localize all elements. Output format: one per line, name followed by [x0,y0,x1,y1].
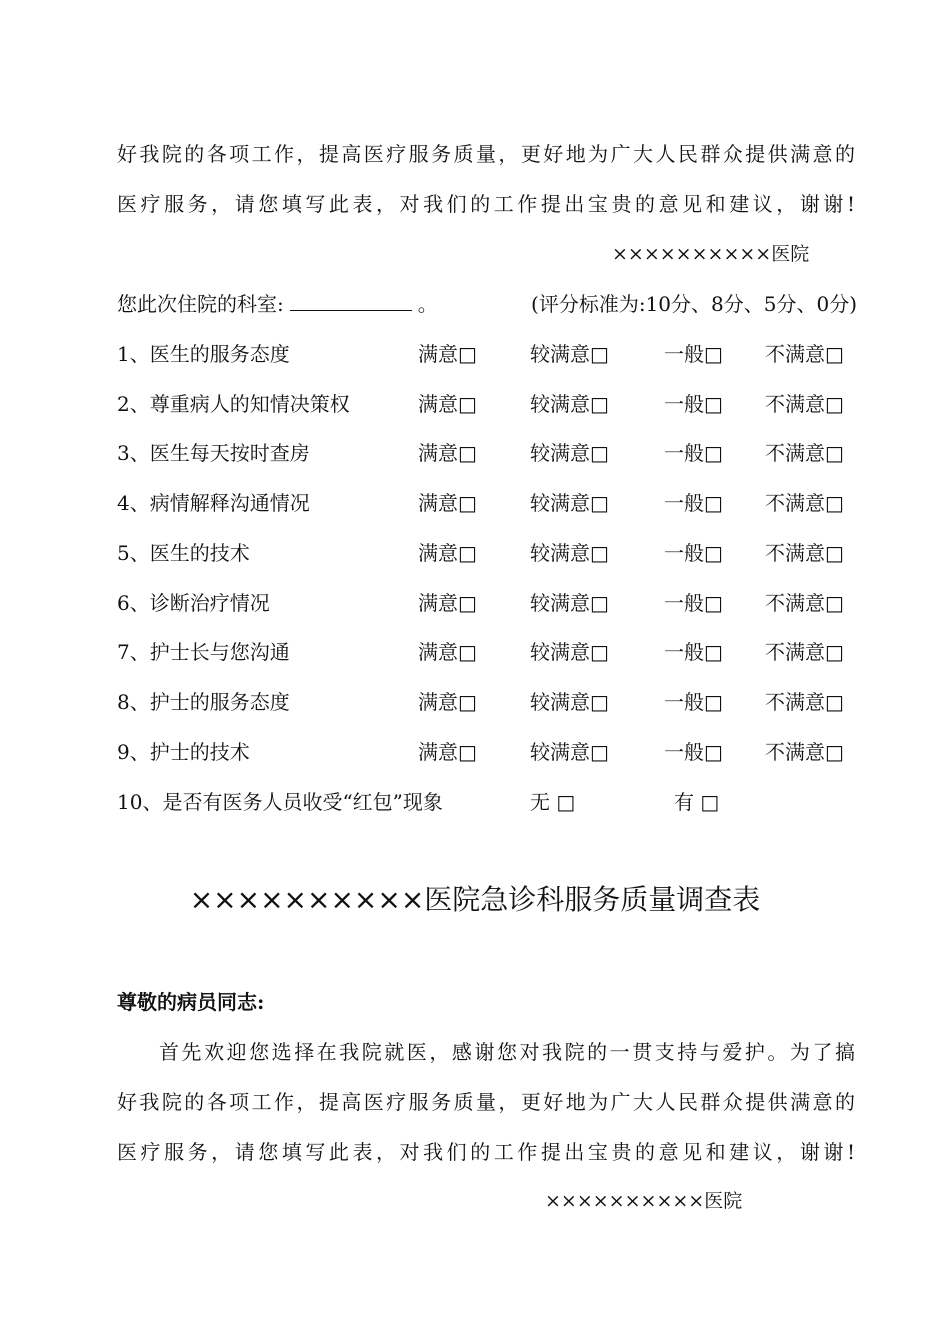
option-fairly-satisfied[interactable]: 较满意□ [530,392,609,416]
question-label: 9、护士的技术 [117,740,250,764]
option-satisfied[interactable]: 满意□ [418,441,477,465]
option-fairly-satisfied[interactable]: 较满意□ [530,441,609,465]
option-average[interactable]: 一般□ [664,690,723,714]
option-fairly-satisfied[interactable]: 较满意□ [530,591,609,615]
question-row [117,686,857,716]
option-unsatisfied[interactable]: 不满意□ [765,640,844,664]
option-no[interactable]: 无 □ [530,790,576,814]
option-satisfied[interactable]: 满意□ [418,342,477,366]
option-unsatisfied[interactable]: 不满意□ [765,491,844,515]
page-title: ××××××××××医院急诊科服务质量调查表 [189,883,761,916]
question-row [117,338,857,368]
option-satisfied[interactable]: 满意□ [418,541,477,565]
option-fairly-satisfied[interactable]: 较满意□ [530,640,609,664]
greeting: 尊敬的病员同志: [117,990,265,1014]
option-satisfied[interactable]: 满意□ [418,392,477,416]
intro-line: 好我院的各项工作，提高医疗服务质量，更好地为广大人民群众提供满意的 [117,142,855,166]
option-average[interactable]: 一般□ [664,640,723,664]
question-label: 3、医生每天按时查房 [117,441,310,465]
scoring-standard: (评分标准为:10分、8分、5分、0分) [531,292,857,316]
question-row [117,736,857,766]
question-row [117,587,857,617]
question-row [117,636,857,666]
option-average[interactable]: 一般□ [664,740,723,764]
hospital-signature: ××××××××××医院 [612,243,810,265]
question-label: 1、医生的服务态度 [117,342,290,366]
department-input-blank[interactable] [290,292,412,311]
option-fairly-satisfied[interactable]: 较满意□ [530,690,609,714]
question-row [117,388,857,418]
option-unsatisfied[interactable]: 不满意□ [765,740,844,764]
option-fairly-satisfied[interactable]: 较满意□ [530,491,609,515]
option-satisfied[interactable]: 满意□ [418,640,477,664]
question-label: 10、是否有医务人员收受“红包”现象 [117,790,443,814]
option-satisfied[interactable]: 满意□ [418,740,477,764]
question-row [117,437,857,467]
question-label: 6、诊断治疗情况 [117,591,270,615]
option-fairly-satisfied[interactable]: 较满意□ [530,342,609,366]
option-satisfied[interactable]: 满意□ [418,690,477,714]
department-line [117,288,857,317]
option-unsatisfied[interactable]: 不满意□ [765,690,844,714]
question-label: 7、护士长与您沟通 [117,640,290,664]
option-unsatisfied[interactable]: 不满意□ [765,591,844,615]
option-yes[interactable]: 有 □ [674,790,720,814]
question-row [117,537,857,567]
hospital-signature: ××××××××××医院 [545,1190,743,1212]
question-label: 2、尊重病人的知情决策权 [117,392,350,416]
option-average[interactable]: 一般□ [664,491,723,515]
intro-line: 医疗服务，请您填写此表，对我们的工作提出宝贵的意见和建议，谢谢! [117,1140,855,1164]
option-average[interactable]: 一般□ [664,591,723,615]
question-label: 5、医生的技术 [117,541,250,565]
option-unsatisfied[interactable]: 不满意□ [765,541,844,565]
option-satisfied[interactable]: 满意□ [418,491,477,515]
option-average[interactable]: 一般□ [664,441,723,465]
question-label: 4、病情解释沟通情况 [117,491,310,515]
question-row [117,487,857,517]
option-unsatisfied[interactable]: 不满意□ [765,392,844,416]
option-unsatisfied[interactable]: 不满意□ [765,441,844,465]
option-satisfied[interactable]: 满意□ [418,591,477,615]
option-fairly-satisfied[interactable]: 较满意□ [530,740,609,764]
intro-line: 医疗服务，请您填写此表，对我们的工作提出宝贵的意见和建议，谢谢! [117,192,855,216]
intro-line: 首先欢迎您选择在我院就医，感谢您对我院的一贯支持与爱护。为了搞 [159,1040,855,1064]
option-average[interactable]: 一般□ [664,342,723,366]
option-fairly-satisfied[interactable]: 较满意□ [530,541,609,565]
question-label: 8、护士的服务态度 [117,690,290,714]
intro-line: 好我院的各项工作，提高医疗服务质量，更好地为广大人民群众提供满意的 [117,1090,855,1114]
option-average[interactable]: 一般□ [664,541,723,565]
option-average[interactable]: 一般□ [664,392,723,416]
department-label: 您此次住院的科室: [117,292,284,316]
option-unsatisfied[interactable]: 不满意□ [765,342,844,366]
department-period: 。 [417,292,438,316]
question-row [117,786,857,816]
